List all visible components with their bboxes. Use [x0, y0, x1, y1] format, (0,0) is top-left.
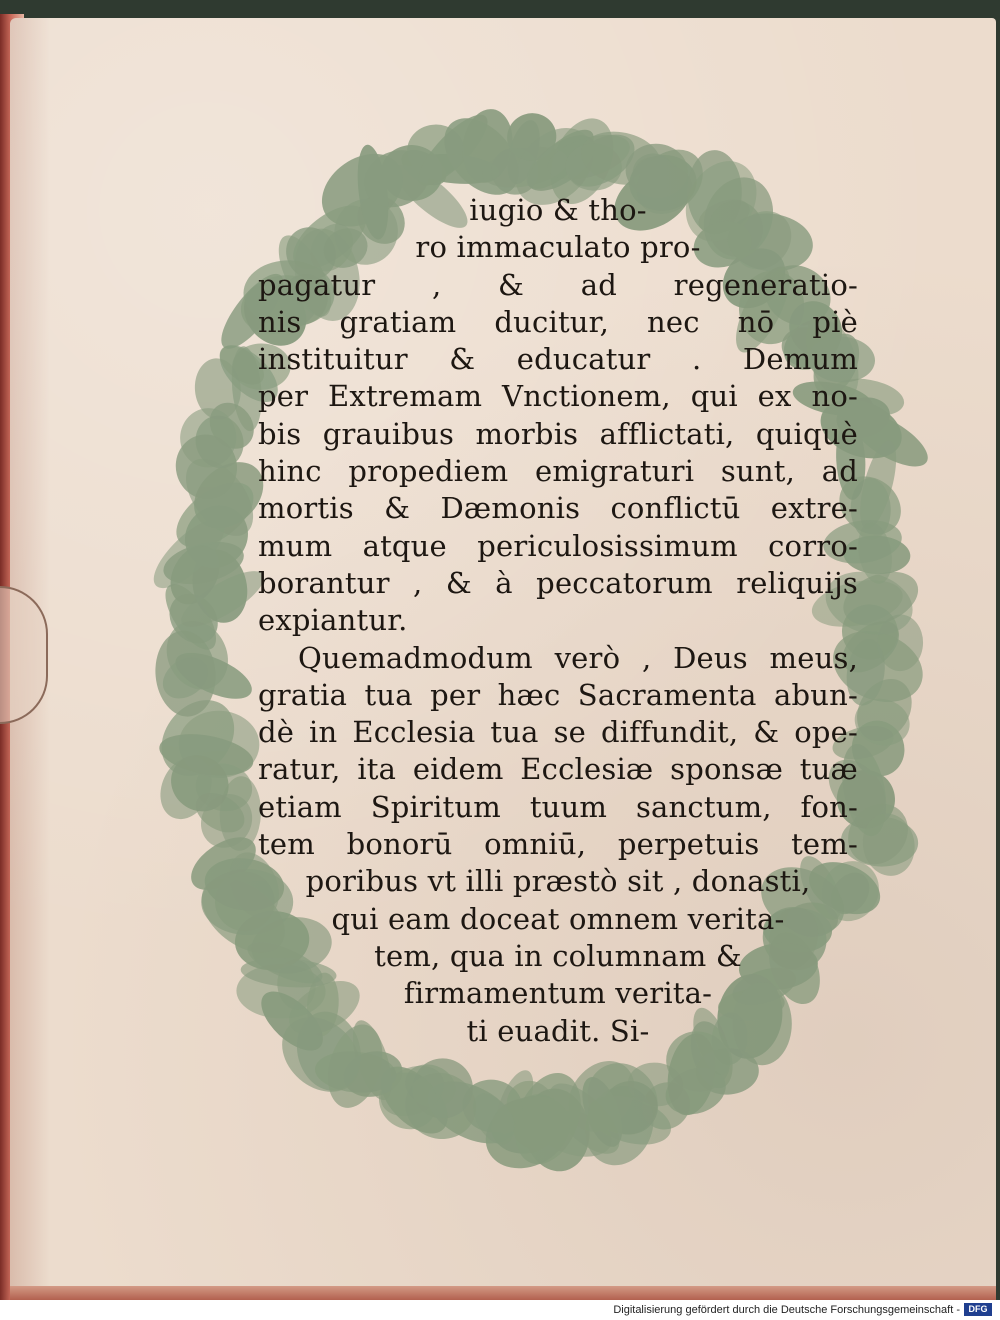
text-line: bis grauibus morbis afflictati, quiquè [258, 416, 858, 451]
funding-credit: Digitalisierung gefördert durch die Deutsche Forschungsgemeinschaft - [613, 1304, 960, 1316]
text-line: mortis & Dæmonis conflictū extre- [258, 491, 858, 526]
text-line: expiantur. [258, 603, 408, 638]
text-line: instituitur & educatur . Demum [258, 342, 858, 377]
dfg-logo: DFG [964, 1303, 992, 1316]
text-line: qui eam doceat omnem verita- [331, 901, 785, 936]
text-line: tem, qua in columnam & [374, 938, 742, 973]
digitization-footer [0, 1300, 1000, 1320]
text-line: mum atque periculosissimum corro- [258, 528, 858, 563]
text-line: borantur , & à peccatorum reliquijs [258, 565, 858, 600]
text-line: hinc propediem emigraturi sunt, ad [258, 454, 858, 489]
text-line: dè in Ecclesia tua se diffundit, & ope- [258, 715, 858, 750]
text-line: per Extremam Vnctionem, qui ex no- [258, 379, 858, 414]
page-text-block [258, 192, 858, 1072]
text-line: tem bonorū omniū, perpetuis tem- [258, 827, 858, 862]
text-line: Quemadmodum verò , Deus meus, [298, 640, 858, 675]
text-line: poribus vt illi præstò sit , donasti, [305, 864, 811, 899]
text-line: ro immaculato pro- [415, 230, 701, 265]
text-line: iugio & tho- [469, 193, 647, 227]
text-line: etiam Spiritum tuum sanctum, fon- [258, 789, 858, 824]
text-line: ratur, ita eidem Ecclesiæ sponsæ tuæ [258, 752, 858, 787]
text-line: ti euadit. Si- [466, 1013, 650, 1048]
text-line: nis gratiam ducitur, nec nō piè [258, 304, 858, 339]
text-line: pagatur , & ad regeneratio- [258, 267, 858, 302]
text-line: gratia tua per hæc Sacramenta abun- [258, 677, 858, 712]
text-line: firmamentum verita- [403, 976, 713, 1011]
